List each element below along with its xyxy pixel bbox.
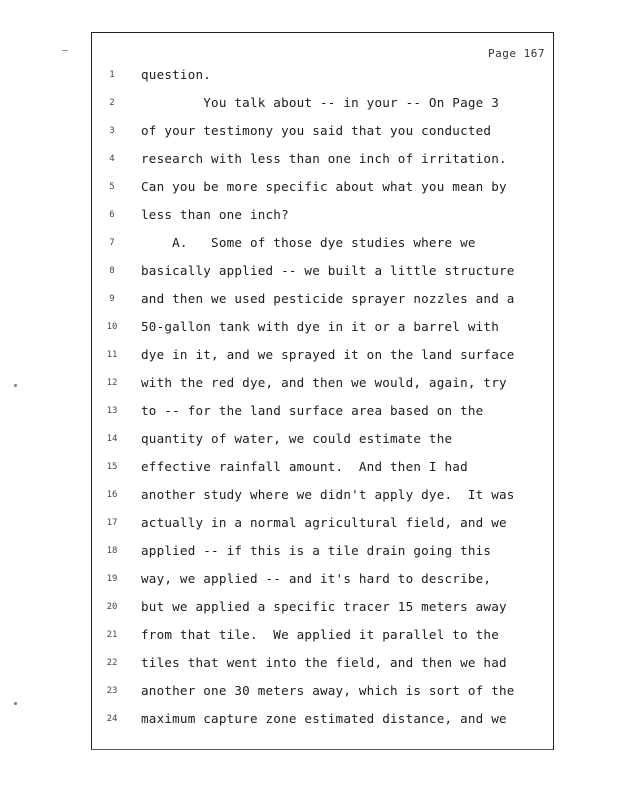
line-number: 14 <box>106 434 118 444</box>
line-number: 11 <box>106 350 118 360</box>
line-text: applied -- if this is a tile drain going this <box>141 543 492 558</box>
transcript-line <box>92 711 553 739</box>
line-text: but we applied a specific tracer 15 meters away <box>141 599 507 614</box>
line-number: 10 <box>106 322 118 332</box>
line-text: maximum capture zone estimated distance, and we <box>141 711 507 726</box>
transcript-line <box>92 683 553 711</box>
transcript-line <box>92 95 553 123</box>
line-text: another study where we didn't apply dye. It was <box>141 487 515 502</box>
transcript-line <box>92 431 553 459</box>
transcript-line <box>92 123 553 151</box>
transcript-line <box>92 487 553 515</box>
transcript-line <box>92 375 553 403</box>
line-number: 21 <box>106 630 118 640</box>
line-number: 19 <box>106 574 118 584</box>
line-number: 24 <box>106 714 118 724</box>
line-text: actually in a normal agricultural field, and we <box>141 515 507 530</box>
transcript-line <box>92 403 553 431</box>
line-number: 5 <box>109 182 115 192</box>
line-number: 20 <box>106 602 118 612</box>
line-text: and then we used pesticide sprayer nozzles and a <box>141 291 515 306</box>
line-number: 12 <box>106 378 118 388</box>
line-number: 8 <box>109 266 115 276</box>
corner-mark <box>62 50 68 51</box>
transcript-line <box>92 319 553 347</box>
line-number: 3 <box>109 126 115 136</box>
transcript-page <box>91 32 554 750</box>
transcript-line <box>92 67 553 95</box>
transcript-line <box>92 655 553 683</box>
transcript-line <box>92 151 553 179</box>
transcript-line <box>92 459 553 487</box>
line-number: 17 <box>106 518 118 528</box>
page-number: Page 167 <box>488 47 545 60</box>
line-text: from that tile. We applied it parallel to the <box>141 627 499 642</box>
line-text: another one 30 meters away, which is sort of the <box>141 683 515 698</box>
line-text: effective rainfall amount. And then I had <box>141 459 468 474</box>
line-text: of your testimony you said that you conducted <box>141 123 492 138</box>
line-number: 22 <box>106 658 118 668</box>
transcript-line <box>92 543 553 571</box>
margin-mark <box>14 384 17 387</box>
transcript-line <box>92 207 553 235</box>
line-number: 1 <box>109 70 115 80</box>
line-number: 13 <box>106 406 118 416</box>
transcript-line <box>92 291 553 319</box>
line-number: 23 <box>106 686 118 696</box>
line-text: 50-gallon tank with dye in it or a barrel with <box>141 319 499 334</box>
line-text: Can you be more specific about what you mean by <box>141 179 507 194</box>
line-text: way, we applied -- and it's hard to describe, <box>141 571 492 586</box>
line-text: A. Some of those dye studies where we <box>141 235 476 250</box>
line-text: to -- for the land surface area based on the <box>141 403 484 418</box>
margin-mark <box>14 702 17 705</box>
transcript-line <box>92 571 553 599</box>
line-text: You talk about -- in your -- On Page 3 <box>141 95 499 110</box>
line-text: research with less than one inch of irritation. <box>141 151 507 166</box>
transcript-line <box>92 599 553 627</box>
line-number: 15 <box>106 462 118 472</box>
transcript-line <box>92 347 553 375</box>
line-text: with the red dye, and then we would, again, try <box>141 375 507 390</box>
line-text: question. <box>141 67 212 82</box>
line-number: 9 <box>109 294 115 304</box>
transcript-line <box>92 263 553 291</box>
transcript-line <box>92 627 553 655</box>
transcript-line <box>92 515 553 543</box>
line-number: 18 <box>106 546 118 556</box>
line-number: 16 <box>106 490 118 500</box>
line-text: basically applied -- we built a little structure <box>141 263 515 278</box>
line-number: 4 <box>109 154 115 164</box>
line-number: 6 <box>109 210 115 220</box>
line-number: 2 <box>109 98 115 108</box>
line-text: quantity of water, we could estimate the <box>141 431 453 446</box>
transcript-line <box>92 235 553 263</box>
line-text: dye in it, and we sprayed it on the land surface <box>141 347 515 362</box>
line-text: tiles that went into the field, and then we had <box>141 655 507 670</box>
line-number: 7 <box>109 238 115 248</box>
line-text: less than one inch? <box>141 207 289 222</box>
transcript-line <box>92 179 553 207</box>
